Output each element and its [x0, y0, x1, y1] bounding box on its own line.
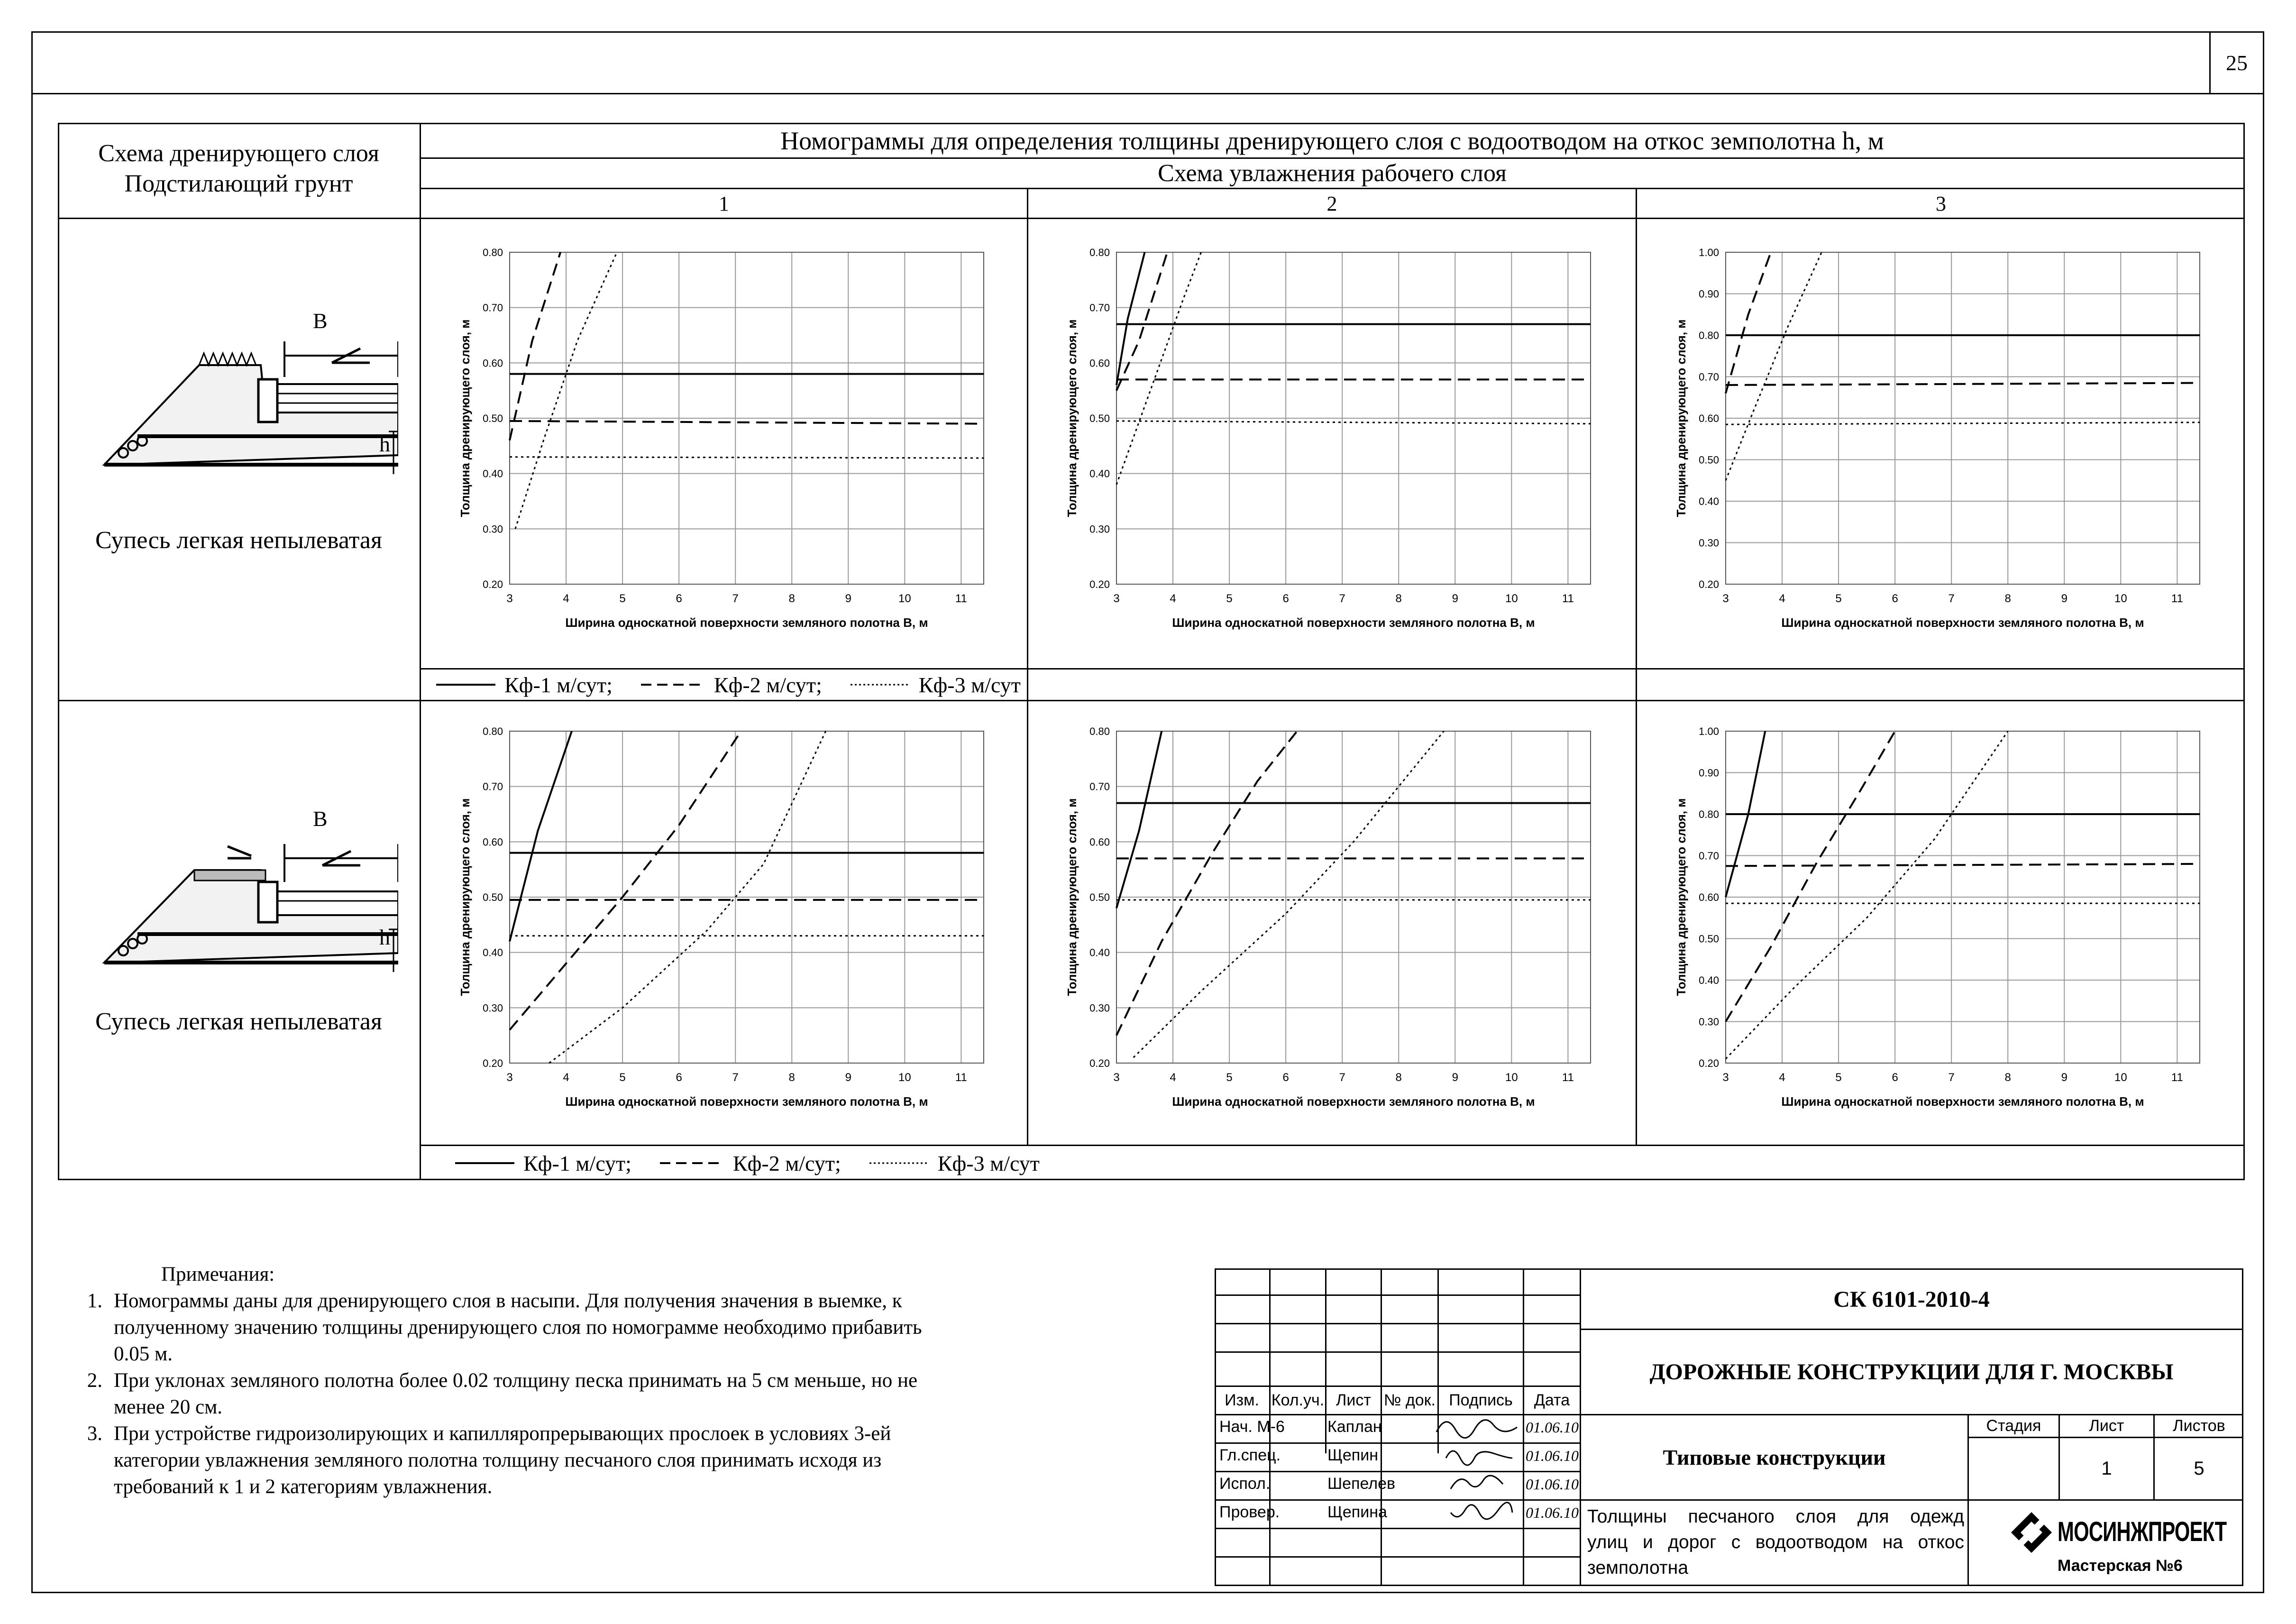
soil-label-row2: Супесь легкая непылеватая	[95, 1008, 382, 1035]
x-tick-label: 8	[2004, 592, 2011, 605]
y-tick-label: 0.30	[483, 523, 503, 535]
tb-row-line	[1215, 1471, 1580, 1472]
x-tick-label: 3	[1722, 592, 1729, 605]
tb-row-line	[1215, 1294, 1580, 1296]
x-tick-label: 7	[1948, 592, 1955, 605]
y-tick-label: 0.40	[483, 468, 503, 480]
x-tick-label: 6	[676, 592, 682, 605]
note-number: 3.	[87, 1422, 102, 1445]
x-tick-label: 9	[845, 1071, 851, 1084]
x-tick-label: 11	[955, 1071, 967, 1084]
tb-stage-value	[1969, 1438, 2058, 1499]
x-tick-label: 8	[2004, 1071, 2011, 1084]
tb-description-line3: земполотна	[1587, 1558, 1689, 1578]
col1-header-line1: Схема дренирующего слоя	[98, 140, 379, 167]
x-tick-label: 7	[1948, 1071, 1955, 1084]
x-tick-label: 6	[1282, 1071, 1289, 1084]
header-strip-line	[31, 93, 2264, 94]
tb-row-line	[1215, 1414, 1580, 1415]
series-line	[510, 457, 984, 458]
y-tick-label: 0.70	[1699, 371, 1719, 383]
scheme-divider-3	[1027, 700, 1028, 1145]
tb-header-list: Лист	[1336, 1391, 1371, 1409]
tb-row-line	[1215, 1323, 1580, 1324]
series-line	[1116, 252, 1201, 485]
x-tick-label: 7	[1339, 1071, 1345, 1084]
legend-k3: Кф-3 м/сут	[937, 1151, 1040, 1175]
legend-k2: Кф-2 м/сут;	[732, 1151, 841, 1175]
x-tick-label: 4	[1779, 1071, 1785, 1084]
x-tick-label: 10	[1505, 592, 1518, 605]
x-tick-label: 9	[2061, 1071, 2067, 1084]
y-tick-label: 0.50	[1699, 454, 1719, 466]
tb-name-4: Щепина	[1327, 1503, 1387, 1521]
series-line	[510, 421, 984, 424]
x-tick-label: 11	[2171, 592, 2183, 605]
tb-signature-2	[1441, 1441, 1517, 1472]
tb-code: СК 6101-2010-4	[1833, 1286, 1990, 1312]
tb-col-line	[1523, 1268, 1524, 1586]
tb-listov-value: 5	[2194, 1458, 2205, 1479]
y-tick-label: 0.80	[1089, 725, 1110, 737]
note-line: При устройстве гидроизолирующих и капилляропрерывающих прослоек в условиях 3-ей	[114, 1422, 891, 1445]
y-tick-label: 0.50	[483, 413, 503, 424]
col1-header-line2: Подстилающий грунт	[124, 170, 353, 197]
tb-section: Типовые конструкции	[1663, 1445, 1886, 1469]
tb-signature-4	[1446, 1498, 1517, 1529]
series-line	[510, 252, 560, 440]
x-tick-label: 10	[2114, 1071, 2127, 1084]
tb-listov-header: Листов	[2173, 1417, 2225, 1435]
x-tick-label: 4	[1170, 592, 1176, 605]
x-tick-label: 9	[845, 592, 851, 605]
sheet-number: 25	[2226, 51, 2248, 75]
x-tick-label: 8	[788, 592, 795, 605]
x-tick-label: 5	[1835, 1071, 1842, 1084]
tb-list-value: 1	[2101, 1458, 2112, 1479]
y-axis-label: Толщина дренирующего слоя, м	[1674, 798, 1688, 996]
y-tick-label: 0.20	[483, 578, 503, 590]
sub-header: Схема увлажнения рабочего слоя	[1158, 160, 1507, 187]
x-axis-label: Ширина односкатной поверхности земляного полотна В, м	[1172, 615, 1535, 630]
x-tick-label: 6	[1892, 1071, 1898, 1084]
y-tick-label: 0.40	[483, 946, 503, 959]
y-tick-label: 0.50	[1089, 413, 1110, 424]
tb-description	[1587, 1504, 1964, 1581]
y-tick-label: 1.00	[1699, 247, 1719, 258]
scheme-number-3: 3	[1936, 192, 1946, 215]
x-tick-label: 11	[2171, 1071, 2183, 1084]
y-tick-label: 0.50	[1699, 933, 1719, 945]
note-line: Номограммы даны для дренирующего слоя в насыпи. Для получения значения в выемке, к	[114, 1290, 902, 1312]
y-tick-label: 0.20	[1699, 1057, 1719, 1069]
series-line	[1726, 252, 1771, 394]
x-tick-label: 8	[788, 1071, 795, 1084]
x-tick-label: 10	[898, 1071, 911, 1084]
x-tick-label: 5	[1226, 592, 1233, 605]
y-axis-label: Толщина дренирующего слоя, м	[1065, 319, 1079, 517]
company-name: МОСИНЖПРОЕКТ	[2058, 1516, 2227, 1547]
tb-name-1: Каплан	[1327, 1418, 1382, 1436]
note-text	[114, 1421, 891, 1500]
x-tick-label: 6	[676, 1071, 682, 1084]
y-tick-label: 0.60	[1089, 357, 1110, 369]
legend-k1: Кф-1 м/сут;	[523, 1151, 631, 1175]
legend-dashed-line-icon	[641, 680, 707, 689]
note-line: 0.05 м.	[114, 1343, 173, 1365]
note-line: При уклонах земляного полотна более 0.02 толщину песка принимать на 5 см меньше, но не	[114, 1369, 918, 1392]
y-tick-label: 0.40	[1699, 495, 1719, 507]
tb-signature-3	[1446, 1470, 1512, 1501]
note-item	[76, 1367, 1166, 1421]
nomogram-chart-row1-scheme3	[1643, 228, 2235, 640]
company-logo-icon	[2010, 1511, 2053, 1554]
y-tick-label: 0.30	[1089, 523, 1110, 535]
nomogram-chart-row1-scheme1	[427, 228, 1019, 640]
x-tick-label: 4	[1170, 1071, 1176, 1084]
tb-row-line	[1215, 1556, 1580, 1558]
table-line-header-bottom	[58, 218, 2245, 219]
tb-header-izm: Изм.	[1225, 1391, 1259, 1409]
y-tick-label: 0.60	[483, 357, 503, 369]
y-tick-label: 0.80	[483, 247, 503, 258]
y-tick-label: 0.60	[1699, 413, 1719, 424]
series-line	[1726, 252, 1821, 480]
x-tick-label: 10	[2114, 592, 2127, 605]
series-line	[1726, 422, 2200, 424]
y-tick-label: 0.50	[483, 891, 503, 903]
series-line	[1116, 731, 1162, 908]
x-tick-label: 3	[1113, 1071, 1120, 1084]
x-tick-label: 7	[732, 592, 739, 605]
x-tick-label: 4	[1779, 592, 1785, 605]
y-tick-label: 0.80	[1699, 330, 1719, 341]
y-tick-label: 0.50	[1089, 891, 1110, 903]
y-tick-label: 0.30	[1699, 1016, 1719, 1028]
y-tick-label: 0.30	[1699, 537, 1719, 549]
series-line	[1116, 421, 1591, 424]
y-tick-label: 0.90	[1699, 767, 1719, 779]
x-tick-label: 11	[1562, 1071, 1574, 1084]
x-tick-label: 4	[563, 1071, 569, 1084]
x-tick-label: 6	[1892, 592, 1898, 605]
dimension-b-label: B	[313, 807, 328, 831]
x-tick-label: 3	[506, 592, 513, 605]
nomogram-chart-row2-scheme3	[1643, 706, 2235, 1119]
x-axis-label: Ширина односкатной поверхности земляного полотна В, м	[565, 615, 928, 630]
tb-role-2: Гл.спец.	[1219, 1446, 1281, 1464]
scheme-divider-1	[1027, 188, 1028, 700]
note-number: 1.	[87, 1290, 102, 1312]
tb-role-3: Испол.	[1219, 1475, 1271, 1493]
x-axis-label: Ширина односкатной поверхности земляного полотна В, м	[565, 1094, 928, 1109]
drainage-diagram-row1	[95, 299, 398, 493]
legend-solid-line-icon	[436, 680, 498, 689]
nomogram-chart-row2-scheme1	[427, 706, 1019, 1119]
y-tick-label: 0.70	[483, 780, 503, 793]
y-tick-label: 0.40	[1089, 468, 1110, 480]
series-line	[1726, 731, 2008, 1059]
x-tick-label: 9	[1452, 592, 1458, 605]
tb-description-line2: улиц и дорог с водоотводом на откос	[1587, 1532, 1964, 1552]
tb-role-4: Провер.	[1219, 1503, 1280, 1521]
x-tick-label: 11	[1562, 592, 1574, 605]
note-item	[76, 1288, 1166, 1367]
y-axis-label: Толщина дренирующего слоя, м	[458, 798, 472, 996]
y-axis-label: Толщина дренирующего слоя, м	[1674, 319, 1688, 517]
note-line: категории увлажнения земляного полотна толщину песчаного слоя принимать исходя из	[114, 1449, 882, 1471]
x-tick-label: 10	[1505, 1071, 1518, 1084]
tb-row-line	[1215, 1351, 1580, 1353]
y-tick-label: 0.60	[1089, 836, 1110, 848]
y-tick-label: 0.20	[1089, 1057, 1110, 1069]
tb-name-3: Шепелев	[1327, 1475, 1396, 1493]
x-tick-label: 11	[955, 592, 967, 605]
soil-label-row1: Супесь легкая непылеватая	[95, 527, 382, 554]
series-line	[1726, 731, 1895, 1022]
legend-k2: Кф-2 м/сут;	[713, 672, 822, 697]
y-tick-label: 0.80	[1089, 247, 1110, 258]
notes-title: Примечания:	[161, 1263, 275, 1285]
tb-title: ДОРОЖНЫЕ КОНСТРУКЦИИ ДЛЯ Г. МОСКВЫ	[1649, 1359, 2174, 1385]
y-tick-label: 0.70	[483, 302, 503, 314]
dimension-h-label: h	[379, 432, 390, 456]
y-tick-label: 1.00	[1699, 725, 1719, 737]
scheme-divider-4	[1636, 700, 1637, 1145]
x-tick-label: 10	[898, 592, 911, 605]
scheme-number-2: 2	[1326, 192, 1337, 215]
x-tick-label: 3	[506, 1071, 513, 1084]
x-tick-label: 5	[619, 592, 626, 605]
nomogram-chart-row1-scheme2	[1034, 228, 1626, 640]
y-tick-label: 0.30	[1089, 1002, 1110, 1014]
x-tick-label: 7	[732, 1071, 739, 1084]
row-divider	[58, 700, 2245, 701]
x-axis-label: Ширина односкатной поверхности земляного полотна В, м	[1781, 615, 2144, 630]
tb-header-kol: Кол.уч.	[1271, 1391, 1325, 1409]
y-axis-label: Толщина дренирующего слоя, м	[458, 319, 472, 517]
drainage-diagram-row2	[95, 801, 398, 991]
tb-row-line	[1215, 1499, 1580, 1501]
note-text	[114, 1288, 922, 1367]
workshop-name: Мастерская №6	[2058, 1557, 2183, 1575]
tb-date-1: 01.06.10	[1526, 1419, 1579, 1436]
legend-dotted-line-icon	[869, 1158, 931, 1168]
x-tick-label: 7	[1339, 592, 1345, 605]
tb-row-line	[1215, 1528, 1580, 1529]
series-line	[510, 731, 741, 1030]
x-tick-label: 5	[619, 1071, 626, 1084]
company-logo	[1972, 1505, 2242, 1584]
main-header: Номограммы для определения толщины дренирующего слоя с водоотводом на откос земполотна h, м	[780, 127, 1884, 155]
tb-col-line	[1325, 1268, 1326, 1453]
tb-name-2: Щепин	[1327, 1446, 1378, 1464]
road-cross-section-icon	[95, 299, 398, 493]
tb-list-header: Лист	[2089, 1417, 2124, 1435]
legend-k1: Кф-1 м/сут;	[504, 672, 613, 697]
tb-role-1: Нач. М-6	[1219, 1418, 1285, 1436]
legend-solid-line-icon	[455, 1158, 517, 1168]
legend-dashed-line-icon	[660, 1158, 726, 1168]
col1-header	[59, 138, 418, 199]
dimension-b-label: B	[313, 309, 328, 333]
y-tick-label: 0.20	[1699, 578, 1719, 590]
table-col-divider	[420, 123, 421, 1180]
x-tick-label: 8	[1395, 592, 1402, 605]
note-text	[114, 1367, 917, 1421]
x-tick-label: 8	[1395, 1071, 1402, 1084]
x-tick-label: 6	[1282, 592, 1289, 605]
y-tick-label: 0.80	[1699, 808, 1719, 820]
x-tick-label: 9	[2061, 592, 2067, 605]
x-tick-label: 5	[1835, 592, 1842, 605]
series-line	[1726, 383, 2200, 385]
series-line	[510, 731, 572, 941]
tb-description-line1: Толщины песчаного слоя для одежд	[1587, 1506, 1964, 1527]
y-tick-label: 0.70	[1699, 850, 1719, 862]
y-tick-label: 0.70	[1089, 780, 1110, 793]
tb-date-2: 01.06.10	[1526, 1447, 1579, 1464]
tb-date-3: 01.06.10	[1526, 1476, 1579, 1493]
scheme-number-1: 1	[719, 192, 729, 215]
legend-k3: Кф-3 м/сут	[918, 672, 1021, 697]
x-tick-label: 4	[563, 592, 569, 605]
y-tick-label: 0.60	[483, 836, 503, 848]
note-line: менее 20 см.	[114, 1396, 223, 1418]
tb-signature-1	[1432, 1413, 1522, 1444]
y-tick-label: 0.90	[1699, 288, 1719, 300]
series-line	[1116, 252, 1167, 391]
x-axis-label: Ширина односкатной поверхности земляного полотна В, м	[1781, 1094, 2144, 1109]
note-number: 2.	[87, 1369, 102, 1392]
series-line	[1116, 252, 1145, 385]
note-item	[76, 1421, 1166, 1500]
tb-stage-header: Стадия	[1986, 1417, 2041, 1435]
x-tick-label: 5	[1226, 1071, 1233, 1084]
dimension-h-label: h	[379, 925, 390, 949]
legend-row2	[455, 1146, 1261, 1180]
y-axis-label: Толщина дренирующего слоя, м	[1065, 798, 1079, 996]
series-line	[1116, 731, 1297, 1036]
scheme-divider-2	[1636, 188, 1637, 700]
legend-row1	[436, 670, 1242, 700]
road-cross-section-icon	[95, 801, 398, 991]
x-axis-label: Ширина односкатной поверхности земляного полотна В, м	[1172, 1094, 1535, 1109]
y-tick-label: 0.80	[483, 725, 503, 737]
y-tick-label: 0.30	[483, 1002, 503, 1014]
notes	[76, 1261, 1166, 1500]
tb-date-4: 01.06.10	[1526, 1504, 1579, 1521]
y-tick-label: 0.20	[1089, 578, 1110, 590]
y-tick-label: 0.40	[1699, 974, 1719, 986]
nomogram-chart-row2-scheme2	[1034, 706, 1626, 1119]
legend-dotted-line-icon	[851, 680, 912, 689]
note-line: полученному значению толщины дренирующего слоя по номограмме необходимо прибавить	[114, 1316, 922, 1339]
tb-header-data: Дата	[1534, 1391, 1570, 1409]
y-tick-label: 0.40	[1089, 946, 1110, 959]
y-tick-label: 0.60	[1699, 891, 1719, 903]
x-tick-label: 9	[1452, 1071, 1458, 1084]
y-tick-label: 0.70	[1089, 302, 1110, 314]
note-line: требований к 1 и 2 категориям увлажнения.	[114, 1476, 493, 1498]
y-tick-label: 0.20	[483, 1057, 503, 1069]
tb-header-podpis: Подпись	[1449, 1391, 1513, 1409]
tb-header-ndok: № док.	[1384, 1391, 1436, 1409]
x-tick-label: 3	[1113, 592, 1120, 605]
tb-row-line	[1215, 1442, 1580, 1444]
series-line	[1134, 731, 1444, 1057]
series-line	[1726, 864, 2200, 866]
tb-right-line	[1580, 1499, 2243, 1501]
x-tick-label: 3	[1722, 1071, 1729, 1084]
